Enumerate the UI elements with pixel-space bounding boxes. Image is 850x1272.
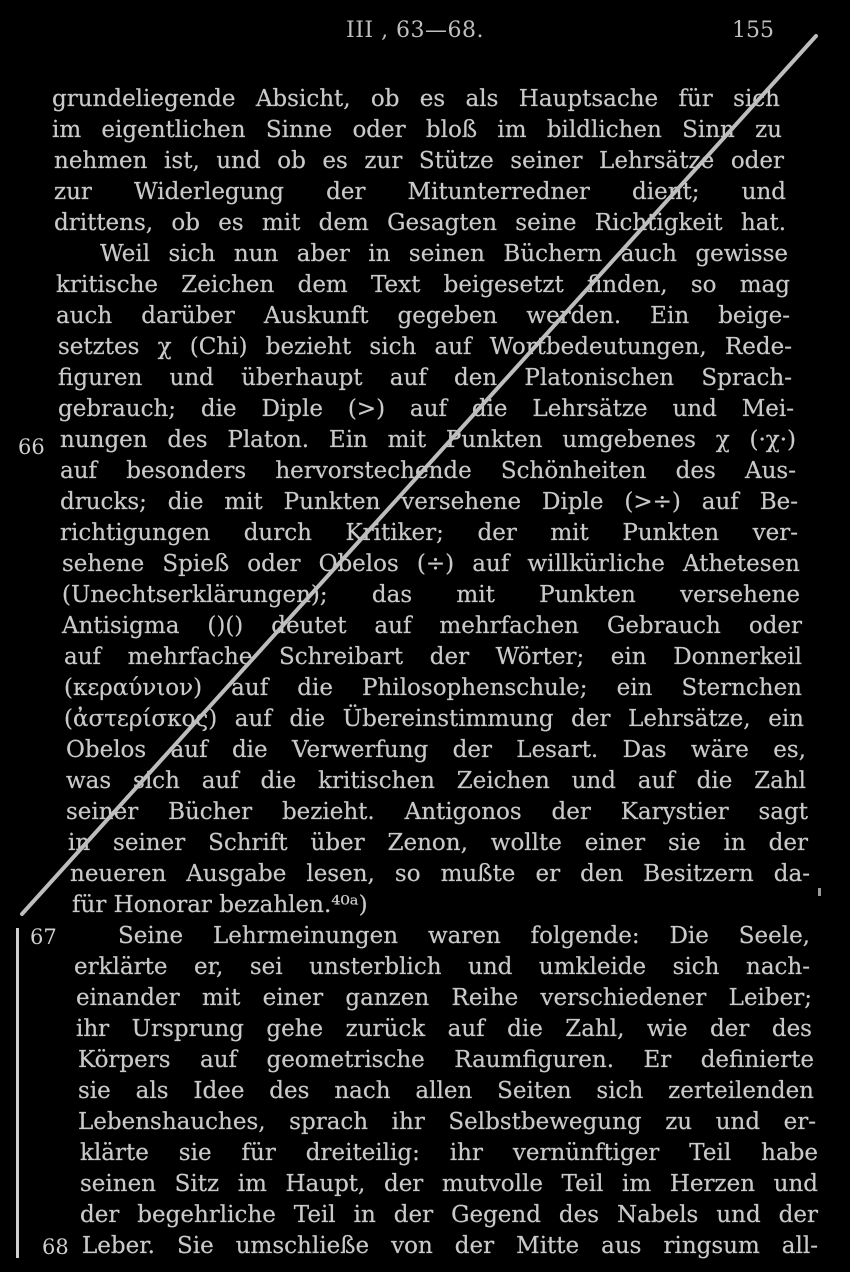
text-line: zur Widerlegung der Mitunterredner dient; und bbox=[54, 179, 786, 205]
text-line: im eigentlichen Sinne oder bloß im bildlichen Sinn zu bbox=[52, 117, 782, 143]
text-line: (κεραύνιον) auf die Philosophenschule; ein Sternchen bbox=[64, 675, 802, 701]
page-number: 155 bbox=[732, 18, 774, 43]
running-head: III , 63—68. bbox=[346, 18, 485, 43]
text-line: kritische Zeichen dem Text beigesetzt finden, so mag bbox=[56, 272, 790, 298]
text-line: setztes χ (Chi) bezieht sich auf Wortbedeutungen, Rede- bbox=[58, 334, 792, 360]
margin-number-67: 67 bbox=[30, 925, 57, 949]
text-line: neueren Ausgabe lesen, so mußte er den Besitzern da- bbox=[70, 861, 810, 887]
text-line: Seine Lehrmeinungen waren folgende: Die Seele, bbox=[118, 923, 810, 949]
text-line: nungen des Platon. Ein mit Punkten umgebenes χ (·χ·) bbox=[60, 427, 796, 453]
text-line: auf besonders hervorstechende Schönheiten des Aus- bbox=[60, 458, 796, 484]
text-line: in seiner Schrift über Zenon, wollte einer sie in der bbox=[68, 830, 808, 856]
margin-number-68: 68 bbox=[42, 1235, 69, 1259]
text-line: ihr Ursprung gehe zurück auf die Zahl, wie der des bbox=[76, 1016, 812, 1042]
text-line: Körpers auf geometrische Raumfiguren. Er definierte bbox=[78, 1047, 814, 1073]
text-line: auch darüber Auskunft gegeben werden. Ein beige- bbox=[56, 303, 790, 329]
text-line: (Unechtserklärungen); das mit Punkten versehene bbox=[62, 582, 800, 608]
text-line: seiner Bücher bezieht. Antigonos der Karystier sagt bbox=[66, 799, 808, 825]
text-line: für Honorar bezahlen.⁴⁰ᵃ) bbox=[72, 892, 368, 918]
text-line: richtigungen durch Kritiker; der mit Punkten ver- bbox=[60, 520, 798, 546]
text-line: erklärte er, sei unsterblich und umkleide sich nach- bbox=[74, 954, 810, 980]
text-line: der begehrliche Teil in der Gegend des Nabels und der bbox=[80, 1202, 818, 1228]
text-line: was sich auf die kritischen Zeichen und auf die Zahl bbox=[66, 768, 806, 794]
margin-number-66: 66 bbox=[18, 435, 45, 459]
text-line: Lebenshauches, sprach ihr Selbstbewegung zu und er- bbox=[78, 1109, 816, 1135]
text-line: nehmen ist, und ob es zur Stütze seiner Lehrsätze oder bbox=[54, 148, 784, 174]
text-line: einander mit einer ganzen Reihe verschiedener Leiber; bbox=[76, 985, 812, 1011]
text-line: sehene Spieß oder Obelos (÷) auf willkürliche Athetesen bbox=[62, 551, 800, 577]
text-line: Antisigma ()() deutet auf mehrfachen Gebrauch oder bbox=[62, 613, 802, 639]
text-line: drittens, ob es mit dem Gesagten seine Richtigkeit hat. bbox=[54, 210, 786, 236]
text-line: figuren und überhaupt auf den Platonischen Sprach- bbox=[58, 365, 792, 391]
text-line: Obelos auf die Verwerfung der Lesart. Das wäre es, bbox=[66, 737, 806, 763]
text-line: grundeliegende Absicht, ob es als Hauptsache für sich bbox=[52, 86, 780, 112]
text-line: klärte sie für dreiteilig: ihr vernünftiger Teil habe bbox=[80, 1140, 818, 1166]
text-line: seinen Sitz im Haupt, der mutvolle Teil im Herzen und bbox=[80, 1171, 818, 1197]
text-line: Leber. Sie umschließe von der Mitte aus ringsum all- bbox=[82, 1233, 818, 1259]
text-line: Weil sich nun aber in seinen Büchern auch gewisse bbox=[100, 241, 788, 267]
text-line: drucks; die mit Punkten versehene Diple (>÷) auf Be- bbox=[60, 489, 798, 515]
text-line: sie als Idee des nach allen Seiten sich zerteilenden bbox=[78, 1078, 814, 1104]
text-line: auf mehrfache Schreibart der Wörter; ein Donnerkeil bbox=[64, 644, 802, 670]
text-line: gebrauch; die Diple (>) auf die Lehrsätze und Mei- bbox=[58, 396, 794, 422]
text-line: (ἀστερίσκος) auf die Übereinstimmung der Lehrsätze, ein bbox=[64, 706, 804, 732]
